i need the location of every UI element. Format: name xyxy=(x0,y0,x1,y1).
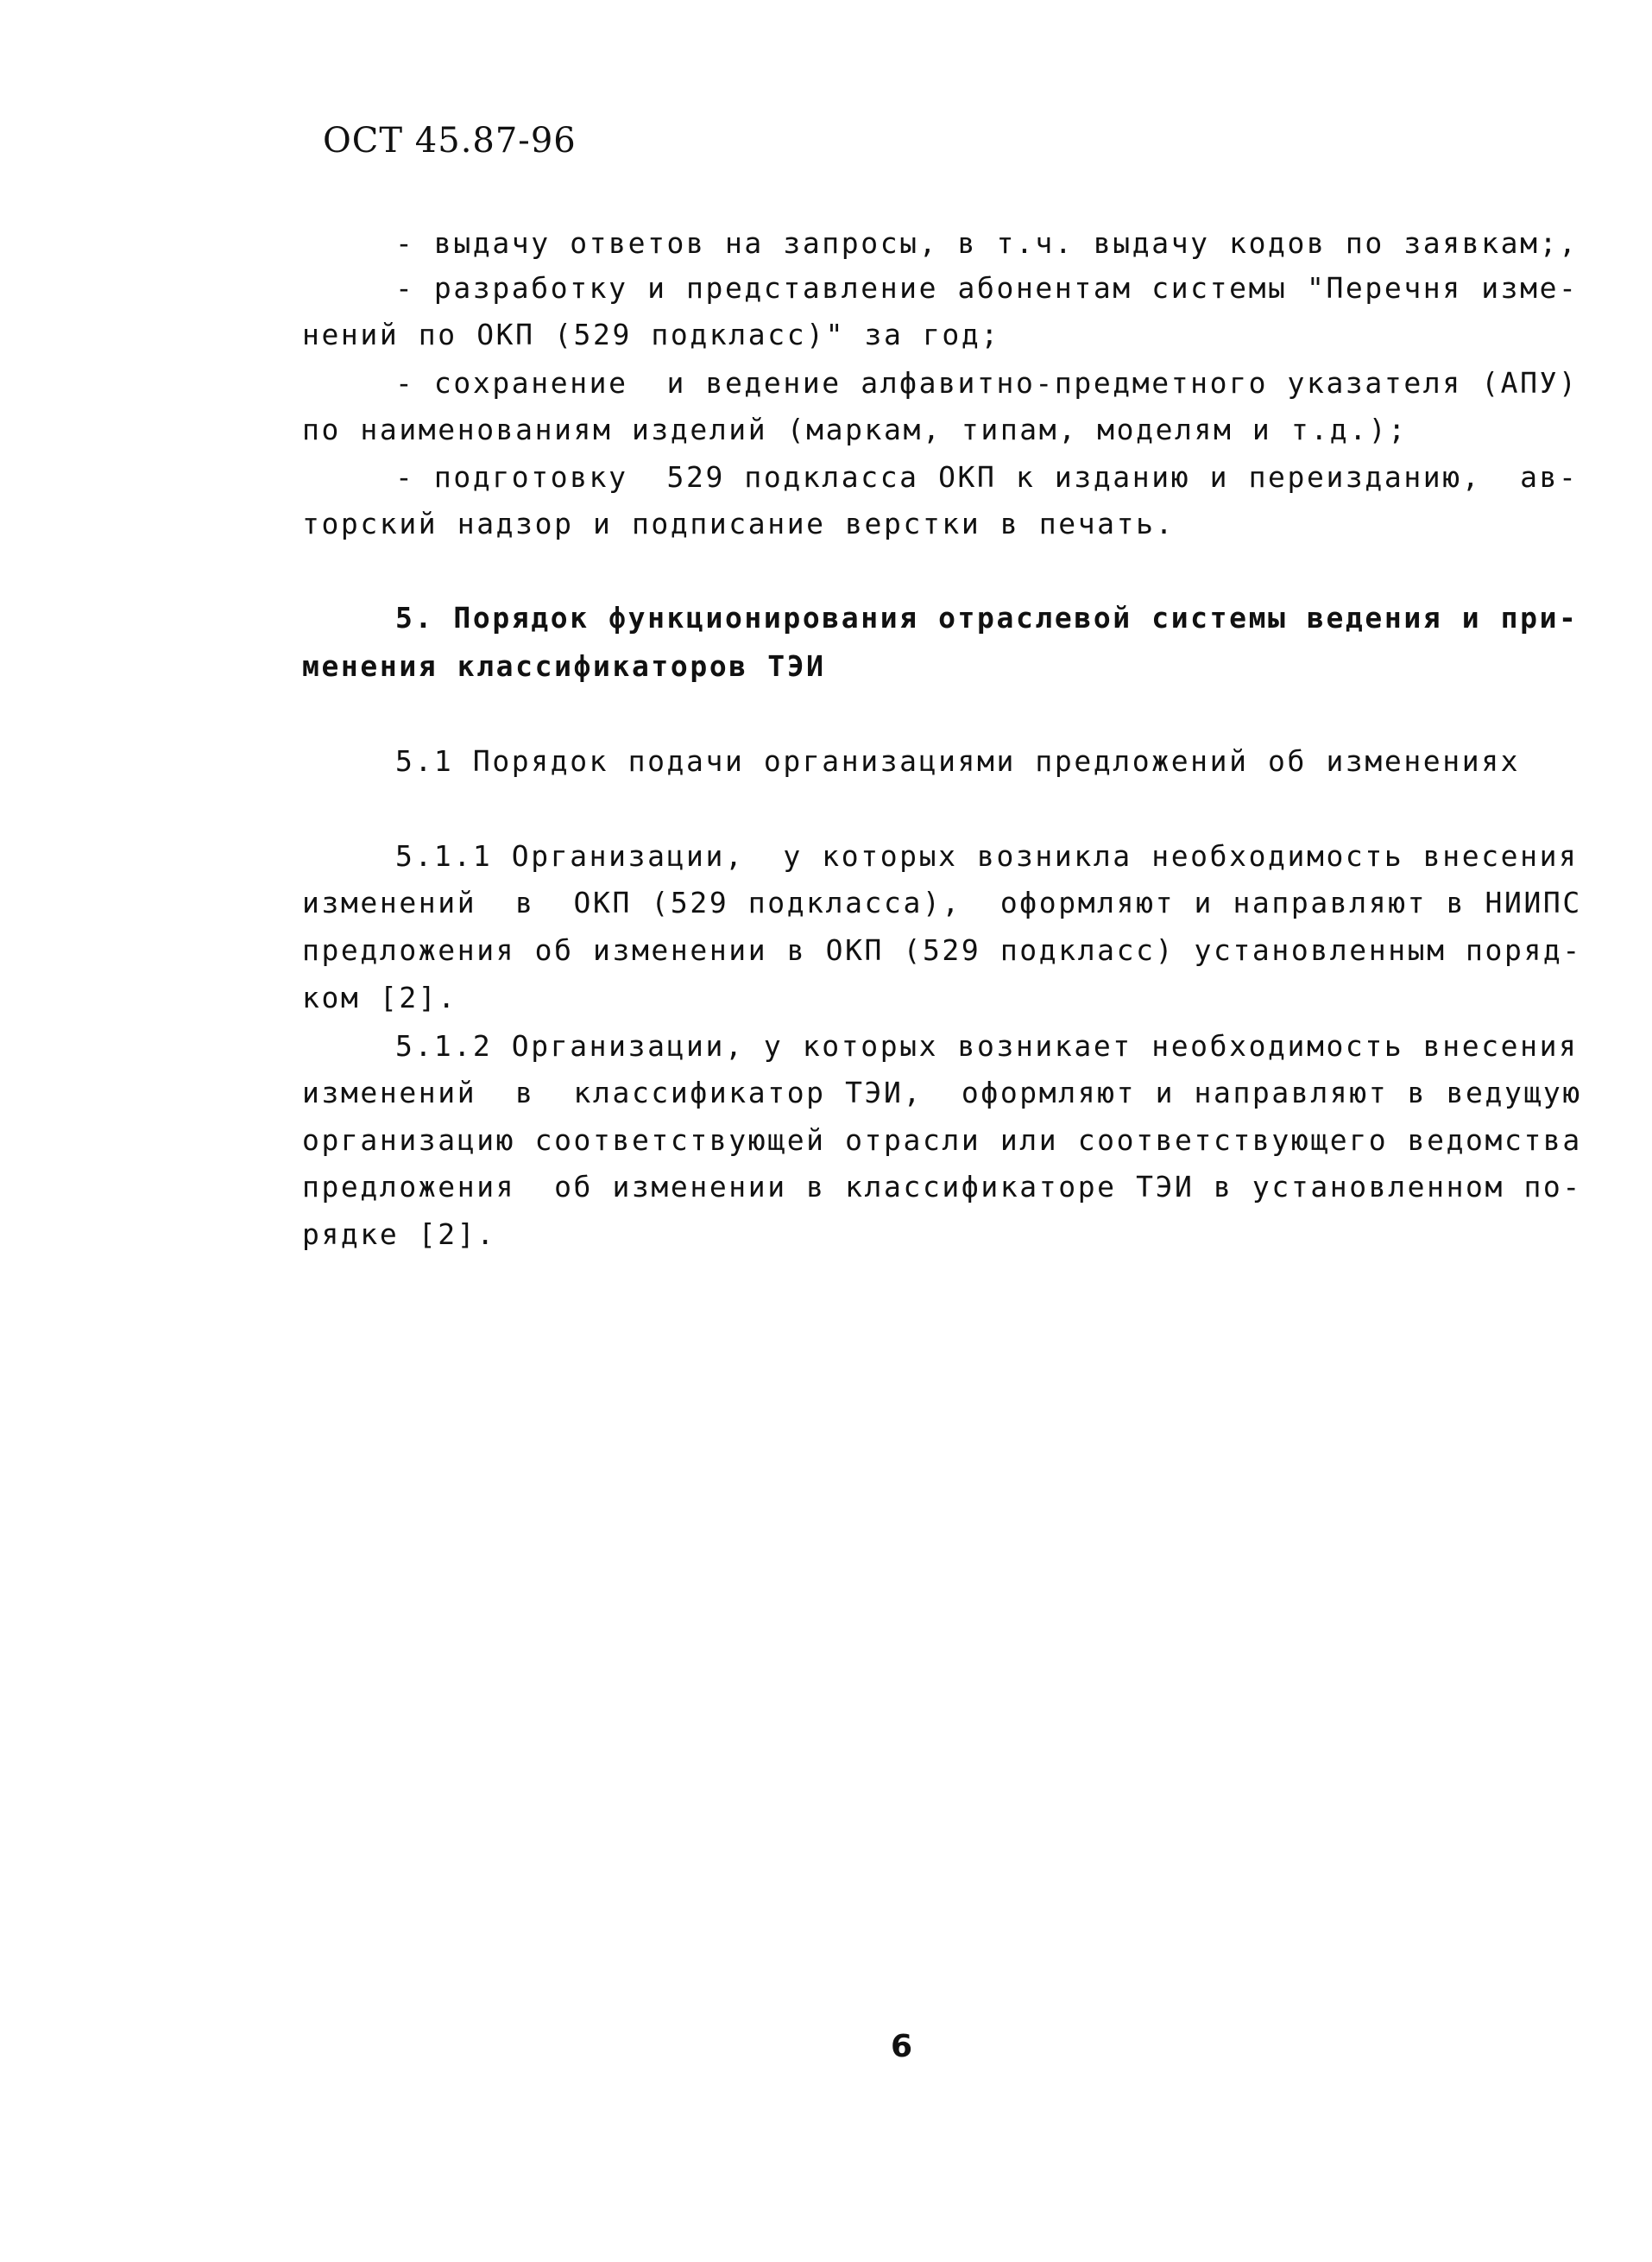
section-5-heading-line: 5. Порядок функционирования отраслевой системы ведения и при- xyxy=(395,601,1579,635)
list-item-line: - разработку и представление абонентам системы "Перечня изме- xyxy=(395,271,1579,305)
clause-5-1-2-line: рядке [2]. xyxy=(302,1217,496,1251)
document-code: ОСТ 45.87-96 xyxy=(323,121,577,161)
section-5-1-heading: 5.1 Порядок подачи организациями предложений об изменениях xyxy=(395,744,1521,778)
list-item-line: торский надзор и подписание верстки в печать. xyxy=(302,507,1176,540)
clause-5-1-2-line: предложения об изменении в классификаторе ТЭИ в установленном по- xyxy=(302,1170,1582,1204)
clause-5-1-1-line: ком [2]. xyxy=(302,981,457,1014)
page-number: 6 xyxy=(891,2029,913,2064)
clause-5-1-2-line: изменений в классификатор ТЭИ, оформляют и направляют в ведущую xyxy=(302,1076,1582,1109)
clause-5-1-2-line: организацию соответствующей отрасли или соответствующего ведомства xyxy=(302,1123,1582,1157)
list-item-line: - выдачу ответов на запросы, в т.ч. выдачу кодов по заявкам;, xyxy=(395,226,1579,260)
list-item-line: - подготовку 529 подкласса ОКП к изданию и переизданию, ав- xyxy=(395,460,1579,494)
clause-5-1-1-line: 5.1.1 Организации, у которых возникла необходимость внесения xyxy=(395,839,1579,873)
clause-5-1-1-line: изменений в ОКП (529 подкласса), оформляют и направляют в НИИПС xyxy=(302,886,1582,919)
clause-5-1-1-line: предложения об изменении в ОКП (529 подкласс) установленным поряд- xyxy=(302,933,1582,967)
clause-5-1-2-line: 5.1.2 Организации, у которых возникает необходимость внесения xyxy=(395,1029,1579,1063)
list-item-line: нений по ОКП (529 подкласс)" за год; xyxy=(302,318,1000,351)
section-5-heading-line: менения классификаторов ТЭИ xyxy=(302,649,826,683)
list-item-line: по наименованиям изделий (маркам, типам, моделям и т.д.); xyxy=(302,413,1408,446)
list-item-line: - сохранение и ведение алфавитно-предметного указателя (АПУ) xyxy=(395,366,1579,400)
